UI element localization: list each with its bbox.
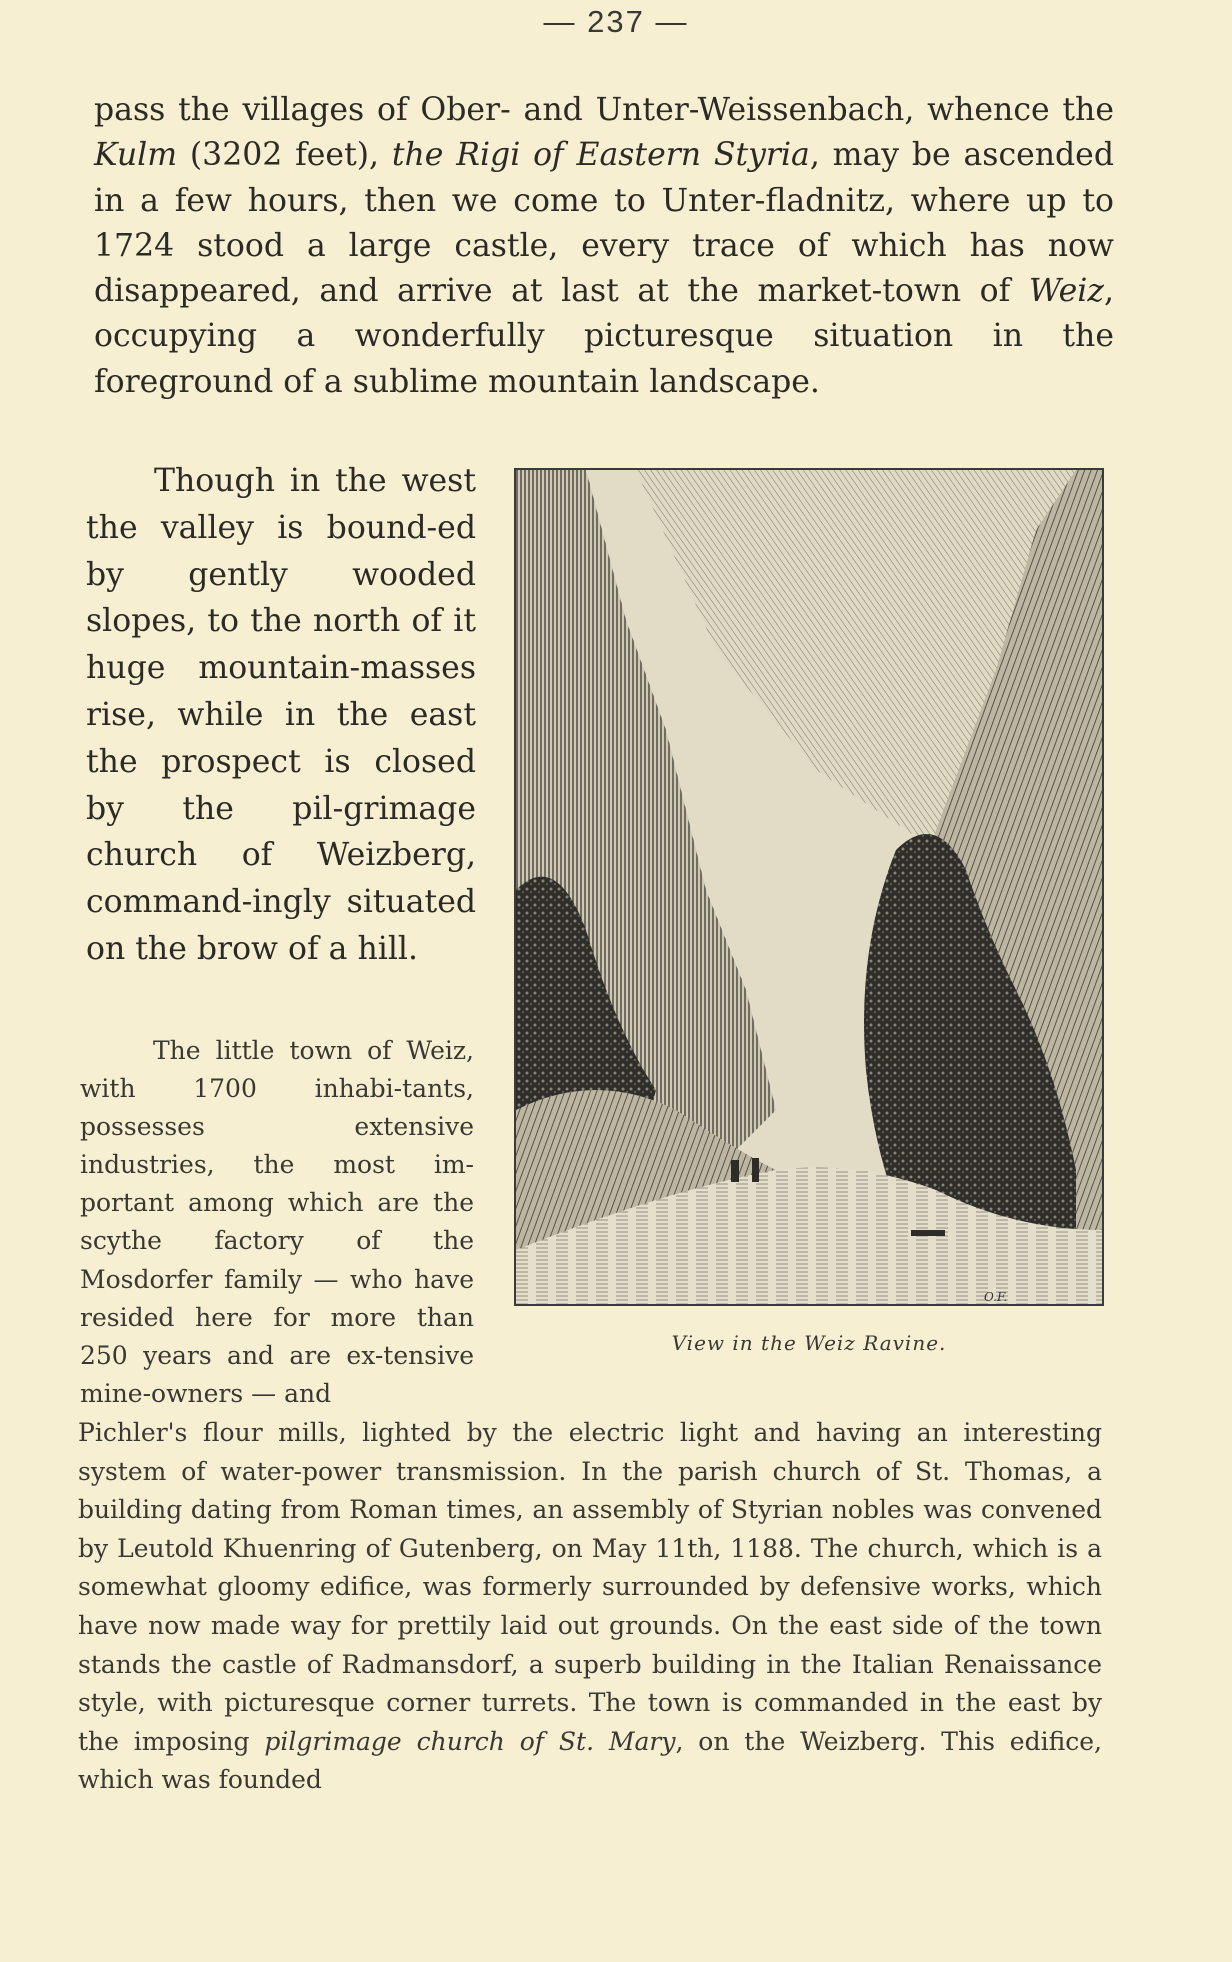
intro-text-2: (3202 feet),: [177, 137, 392, 174]
page-number: — 237 —: [543, 4, 689, 39]
paragraph-town: [80, 1032, 474, 1413]
figure-1: [731, 1160, 739, 1182]
mills-text: Pichler's flour mills, lighted by the electric light and having an interesting system of water-power transmission. In the parish church of St. Thomas, a building dating from Roman times, an assembly of Styrian nobles was convened by Leutold Khuenring of Gutenberg, on May 11th, 1188. The church, which is a somewhat gloomy edifice, was formerly surrounded by defensive works, which have now made way for prettily laid out grounds. On the east side of the town stands the castle of Radmansdorf, a superb building in the Italian Renaissance style, with picturesque corner turrets. The town is commanded in the east by the imposing: [78, 1418, 1102, 1756]
kulm-name: Kulm: [94, 137, 178, 174]
log: [911, 1230, 945, 1236]
rigi-phrase: the Rigi of Eastern Styria: [391, 137, 810, 174]
ravine-illustration: [514, 468, 1104, 1306]
paragraph-mills: [78, 1414, 1102, 1800]
paragraph-valley: [86, 458, 476, 973]
paragraph-intro: [94, 88, 1114, 405]
ravine-engraving: [516, 470, 1102, 1304]
church-name: pilgrimage church of St. Mary: [264, 1726, 676, 1756]
illustration-caption: View in the Weiz Ravine.: [671, 1331, 947, 1355]
mills-text-end: , on the Weizberg. This edifice, which was founded: [78, 1726, 1102, 1795]
town-text: The little town of Weiz, with 1700 inhabi-tants, possesses extensive industries, the most im-portant among which are the scythe factory of the Mosdorfer family — who have resided here for more than 250 years and are ex-tensive mine-owners — and: [80, 1036, 474, 1408]
intro-text-1: pass the villages of Ober- and Unter-Weissenbach, whence the: [94, 92, 1114, 128]
weiz-name: Weiz: [1028, 273, 1104, 310]
figure-2: [752, 1158, 759, 1182]
valley-text: Though in the west the valley is bound-ed by gently wooded slopes, to the north of it huge mountain-masses rise, while in the east the prospect is closed by the pil-grimage church of Weizberg, command-ingly situated on the brow of a hill.: [86, 463, 476, 967]
intro-text-4: , occupying a wonderfully picturesque situation in the foreground of a sublime mountain landscape.: [94, 273, 1114, 400]
illustration-signature: O.F.: [984, 1290, 1008, 1304]
intro-text-3: , may be ascended in a few hours, then we come to Unter-fladnitz, where up to 1724 stood a large castle, every trace of which has now disappeared, and arrive at last at the market-town of: [94, 137, 1114, 310]
